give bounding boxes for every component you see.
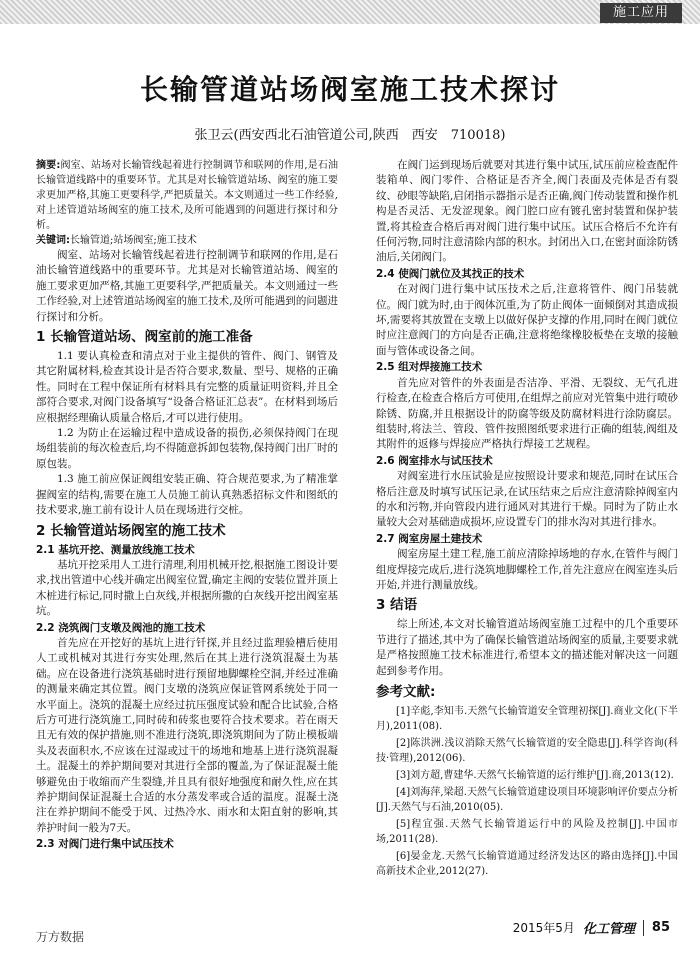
section-2-5-paragraph: 首先应对管件的外表面是否洁净、平滑、无裂纹、无气孔进行检查,在检查合格后方可使用,在组焊之前应对光管集中进行喷砂除锈、防腐,并且根据设计的防腐等级及防腐材料进行涂防腐层。组装时,将法兰、管段、管件按照图纸要求进行正确的组装,阀组及其附件的返修与焊接应严格执行焊接工艺规程。 [376, 376, 678, 451]
footer-issue-date: 2015年5月 [512, 921, 575, 935]
footer-journal-name: 化工管理 [582, 922, 635, 937]
section-3-paragraph: 综上所述,本文对长输管道站场阀室施工过程中的几个重要环节进行了描述,其中为了确保长输管道站场阀室的质量,主要要求就是严格按照施工技术标准进行,希望本文的描述能对解决这一问题起到参考作用。 [376, 618, 678, 677]
reference-item: [1]辛彪,李知韦.天然气长输管道安全管理初探[J].商业文化(下半月),2011(08). [376, 706, 678, 732]
article-title: 长输管道站场阀室施工技术探讨 [139, 73, 560, 106]
references-heading: 参考文献: [376, 684, 436, 700]
article-byline: 张卫云(西安西北石油管道公司,陕西 西安 710018) [194, 128, 506, 143]
section-2-7-paragraph: 阀室房屋土建工程,施工前应清除掉场地的存水,在管件与阀门组度焊接完成后,进行浇筑地脚螺栓工作,首先注意应在阀室连头后开始,并进行测量放线。 [376, 548, 678, 591]
footer-issue-info [513, 918, 670, 937]
footer-divider [643, 920, 644, 936]
section-2-4-paragraph: 在对阀门进行集中试压技术之后,注意将管件、阀门吊装就位。阀门就为时,由于阀体沉重,为了防止阀体一面倾倒对其造成损坏,需要将其放置在支墩上以做好保护支撑的作用,同时在阀门就位时应注意阀门的方向是否正确,注意将绝缘橡胶板垫在支墩的接触面与管体或设备之间。 [376, 283, 678, 357]
section-2-6-paragraph: 对阀室进行水压试验是应按照设计要求和规范,同时在试压合格后注意及时填写试压记录,在试压结束之后应注意清除掉阀室内的水和污物,并向管段内进行通风对其进行干燥。同时为了防止水量较大会对基础造成损坏,应设置专门的排水沟对其进行排水。 [376, 470, 678, 529]
left-column [36, 158, 338, 898]
section-2-6-heading: 2.6 阀室排水与试压技术 [376, 454, 493, 467]
section-2-1-heading: 2.1 基坑开挖、测量放线施工技术 [36, 543, 195, 556]
reference-item: [3]刘方超,曹建华.天然气长输管道的运行维护[J].商,2013(12). [396, 770, 674, 781]
abstract [36, 158, 338, 233]
footer-watermark: 万方数据 [36, 930, 85, 944]
section-tab: 施工应用 [600, 3, 682, 23]
abstract-label: 摘要: [36, 160, 61, 171]
reference-item: [2]陈洪洲.浅议消除天然气长输管道的安全隐患[J].科学咨询(科技·管理),2012(06). [376, 738, 678, 764]
intro-paragraph: 阀室、站场对长输管线起着进行控制调节和联网的作用,是石油长输管道线路中的重要环节。尤其是对长输管道站场、阀室的施工要求更加严格,其施工更要科学,严把质量关。本文则通过一些工作经验,对上述管道站场阀室的施工技术,及所可能遇到的问题进行探讨和分析。 [36, 249, 338, 323]
header-bar [0, 0, 700, 24]
section-2-7-heading: 2.7 阀室房屋土建技术 [376, 532, 483, 545]
section-3-heading: 3 结语 [376, 597, 418, 614]
section-2-2-paragraph: 首先应在开挖好的基坑上进行钎探,并且经过监理验槽后使用人工或机械对其进行夯实处理,然后在其上进行浇筑混凝土为基础。应在设备进行浇筑基础时进行预留地脚螺栓空洞,并经过准确的测量来确定其位置。阀门支墩的浇筑应保证管网系统处于同一水平面上。浇筑的混凝土应经过抗压强度试验和配合比试验,合格后方可进行浇筑施工,同时砖和砖浆也要符合技术要求。若在雨天且无有效的保护措施,则不准进行浇筑,即浇筑期间为了防止模板端头及表面积水,不应该在过湿或过干的场地和地基上进行浇筑混凝土。混凝土的养护期间要对其进行全部的覆盖,为了保证混凝土能够避免由于收缩而产生裂缝,并且具有很好地强度和耐久性,应在其养护期间保证混凝土合适的水分蒸发率或合适的温度。混凝土浇注在养护期间不能受于风、过热冷水、雨水和太阳直射的影响,其养护时间一般为7天。 [36, 636, 338, 834]
section-1-heading: 1 长输管道站场、阀室前的施工准备 [36, 329, 253, 346]
section-2-3-heading: 2.3 对阀门进行集中试压技术 [36, 838, 174, 851]
right-column [376, 158, 678, 898]
reference-item: [4]刘海萍,梁超.天然气长输管道建设项目环境影响评价要点分析[J].天然气与石油,2010(05). [376, 787, 678, 813]
section-2-2-heading: 2.2 浇筑阀门支墩及阀池的施工技术 [36, 621, 206, 634]
section-1-2-paragraph: 1.2 为防止在运输过程中造成设备的损伤,必须保持阀门在现场组装前的每次检查后,均不得随意拆卸包装物,保持阀门出厂时的原包装。 [36, 427, 338, 470]
keywords [36, 233, 338, 248]
abstract-text: 阀室、站场对长输管线起着进行控制调节和联网的作用,是石油长输管道线路中的重要环节。尤其是对长输管道站场、阀室的施工要求更加严格,其施工更要科学,严把质量关。本文则通过一些工作经验,对上述管道站场阀室的施工技术,及所可能遇到的问题进行探讨和分析。 [36, 160, 338, 231]
section-2-1-paragraph: 基坑开挖采用人工进行清理,利用机械开挖,根据施工图设计要求,找出管道中心线并确定出阀室位置,确定主阀的安装位置并顶上木桩进行标记,同时撒上白灰线,并根据所撒的白灰线开挖出阀室基坑。 [36, 558, 338, 618]
reference-item: [6]晏金龙.天然气长输管道通过经济发达区的路由选择[J].中国高新技术企业,2012(27). [376, 851, 678, 877]
section-1-3-paragraph: 1.3 施工前应保证阀组安装正确、符合规范要求,为了精准掌握阀室的结构,需要在施工人员施工前认真熟悉招标文件和图纸的技术要求,施工前有设计人员在现场进行交桩。 [36, 473, 338, 517]
section-2-3-paragraph: 在阀门运到现场后就要对其进行集中试压,试压前应检查配件装箱单、阀门零件、合格证是否齐全,阀门表面及壳体是否有裂纹、砂眼等缺陷,启闭指示器指示是否正确,阀门传动装置和操作机构是否灵活、无发涩现象。阀门腔口应有镀孔密封装置和保护装置,将其检查合格后再对阀门进行集中试压。试压合格后不允许有任何污物,同时注意清除内部的积水。封闭出入口,在密封面涂防锈油后,关闭阀门。 [376, 159, 678, 264]
section-2-4-heading: 2.4 使阀门就位及其找正的技术 [376, 267, 525, 280]
section-2-heading: 2 长输管道站场阀室的施工技术 [36, 522, 226, 539]
reference-item: [5]程宜强.天然气长输管道运行中的风险及控制[J].中国市场,2011(28). [376, 819, 678, 845]
page-number: 85 [651, 920, 670, 935]
keywords-label: 关键词: [36, 235, 70, 246]
section-2-5-heading: 2.5 组对焊接施工技术 [376, 361, 483, 374]
section-1-1-paragraph: 1.1 要认真检查和清点对于业主提供的管件、阀门、钢管及其它附属材料,检查其设计是否符合要求,数量、型号、规格的正确性。同时在工程中保证所有材料具有完整的质量证明资料,并且全部符合要求,对阀门设备填写“设备合格证汇总表”。在材料到场后应根据经理确认质量合格后,才可以进行使用。 [36, 350, 338, 424]
keywords-text: 长输管道;站场阀室;施工技术 [70, 235, 197, 246]
